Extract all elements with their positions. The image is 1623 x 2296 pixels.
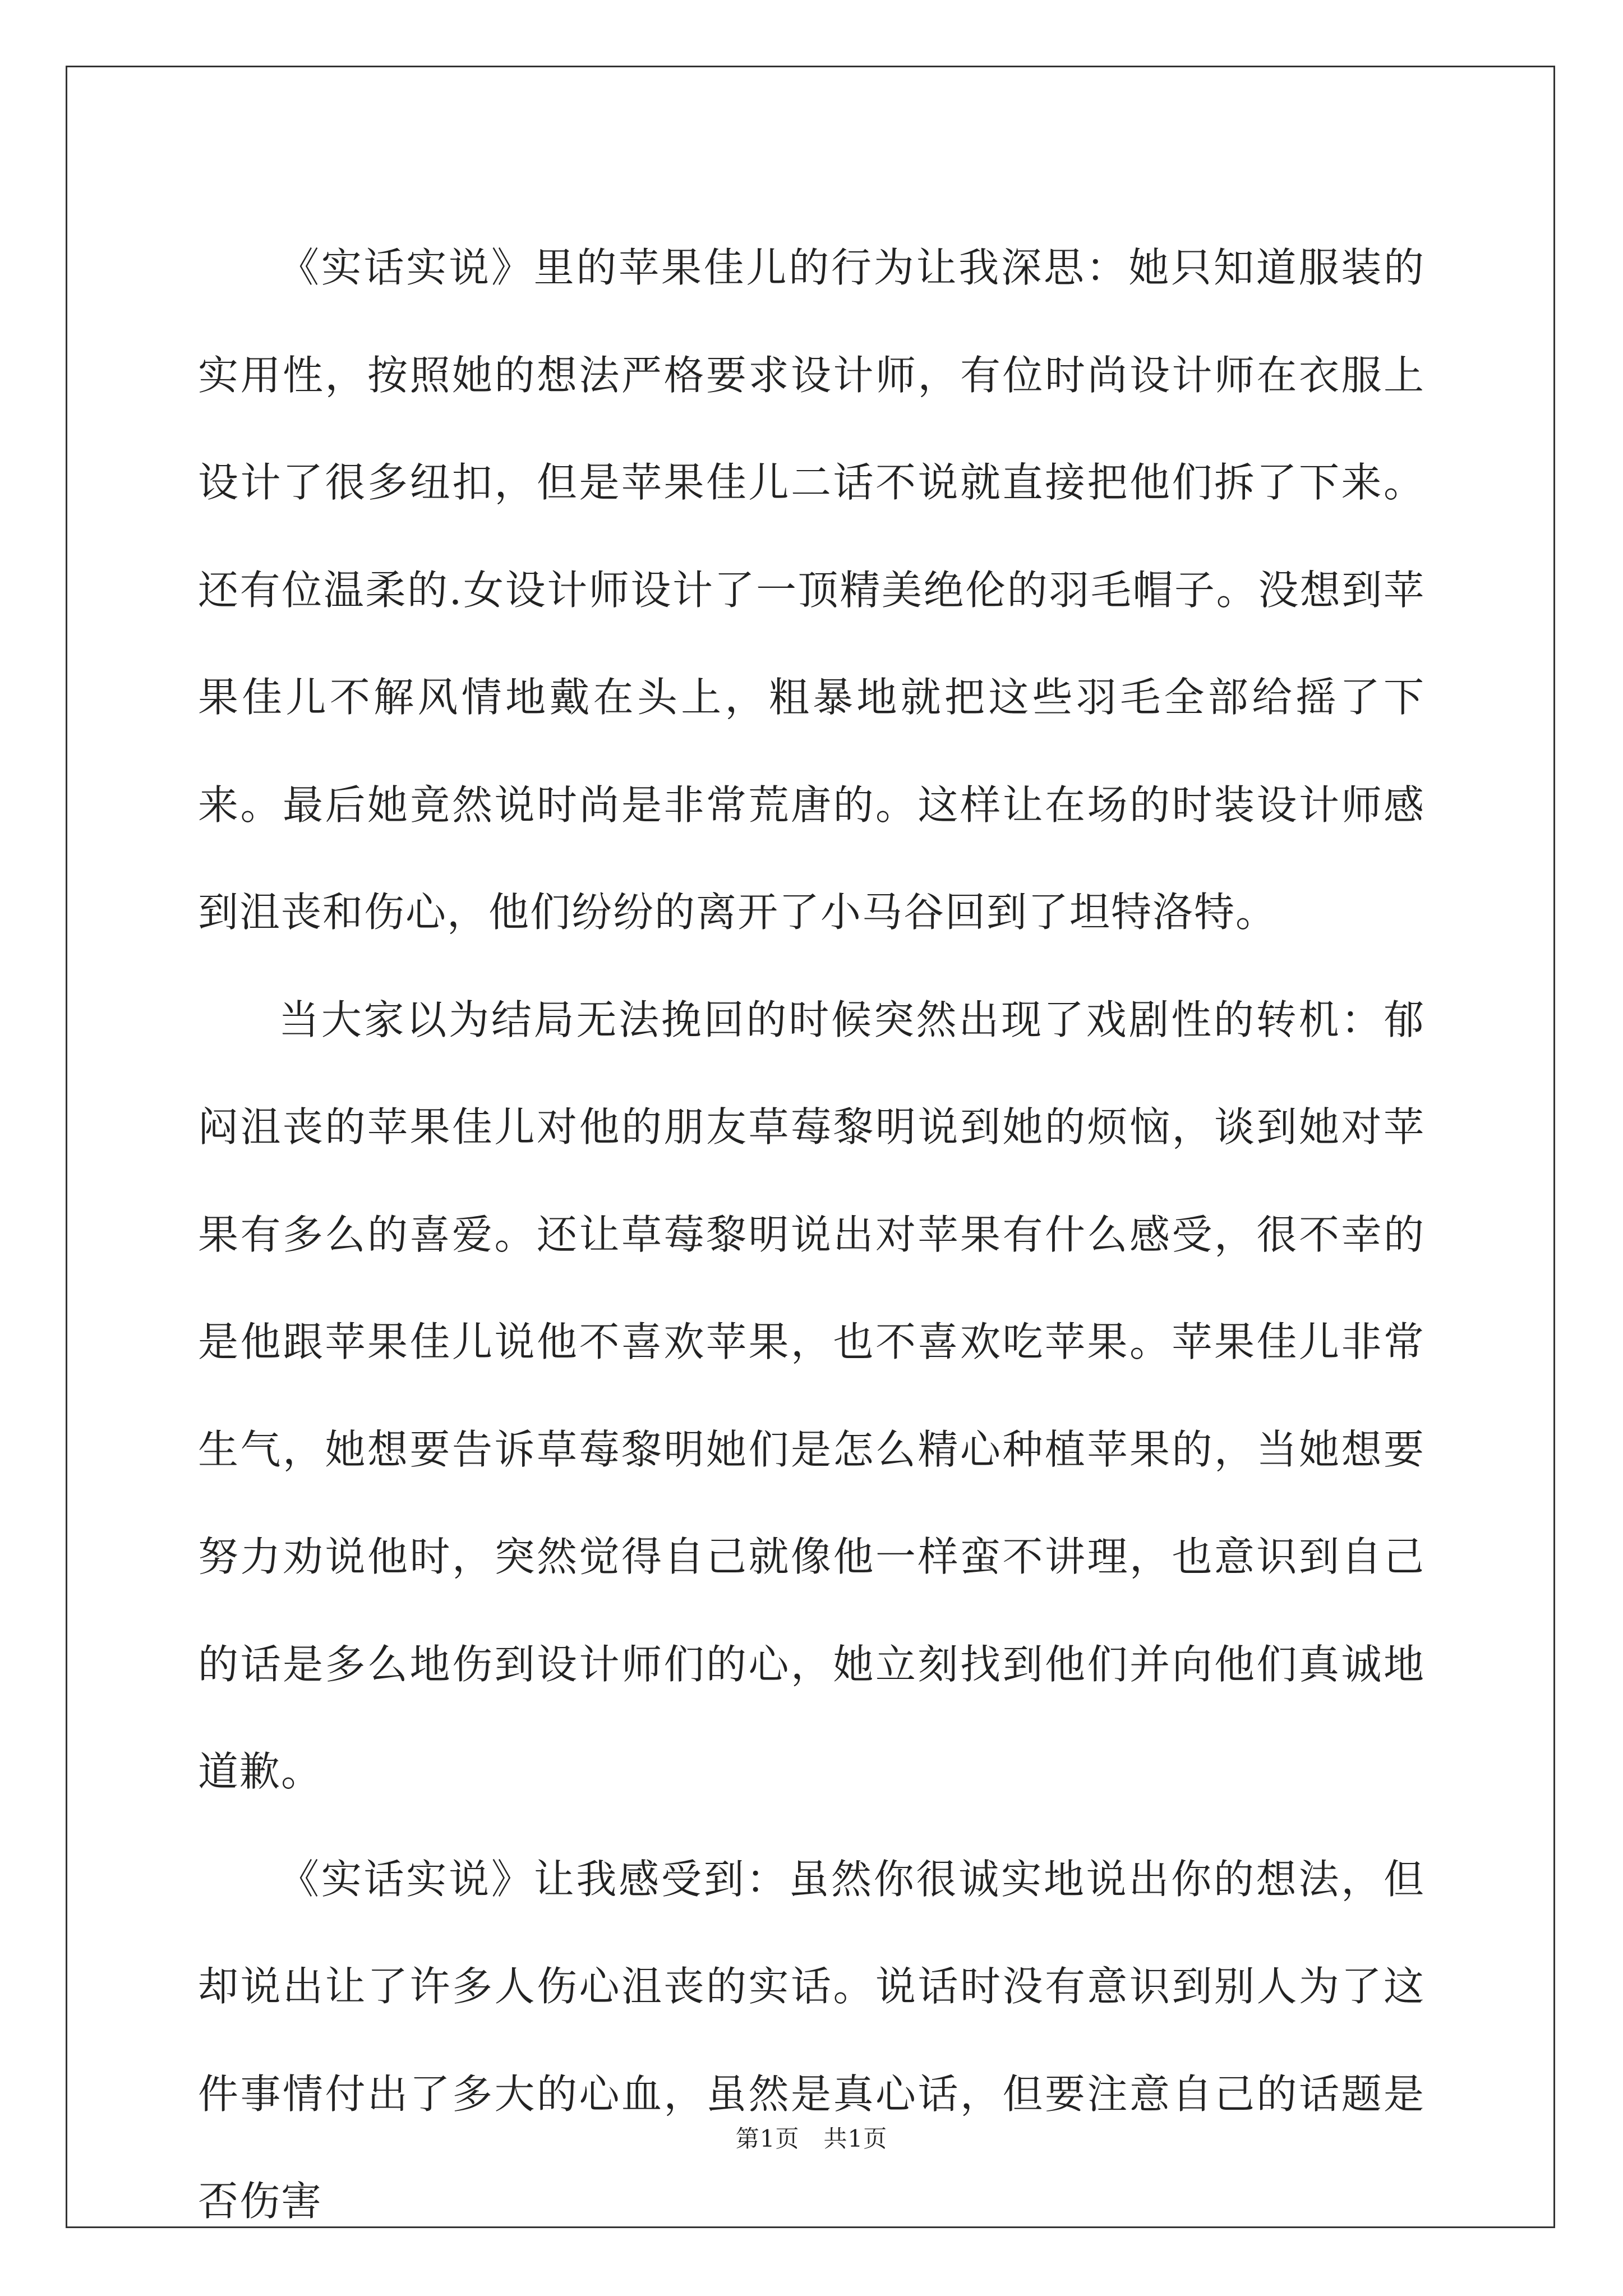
page-total: 共1页 — [823, 2125, 888, 2152]
page-number: 第1页 — [735, 2125, 800, 2152]
document-body — [198, 214, 1425, 2256]
paragraph-1: 《实话实说》里的苹果佳儿的行为让我深思：她只知道服装的实用性，按照她的想法严格要求设计师，有位时尚设计师在衣服上设计了很多纽扣，但是苹果佳儿二话不说就直接把他们拆了下来。还有位温柔的.女设计师设计了一顶精美绝伦的羽毛帽子。没想到苹果佳儿不解风情地戴在头上，粗暴地就把这些羽毛全部给摇了下来。最后她竟然说时尚是非常荒唐的。这样让在场的时装设计师感到沮丧和伤心，他们纷纷的离开了小马谷回到了坦特洛特。 — [198, 244, 1425, 936]
page-footer — [0, 2120, 1623, 2154]
paragraph-2: 当大家以为结局无法挽回的时候突然出现了戏剧性的转机：郁闷沮丧的苹果佳儿对他的朋友草莓黎明说到她的烦恼，谈到她对苹果有多么的喜爱。还让草莓黎明说出对苹果有什么感受，很不幸的是他跟苹果佳儿说他不喜欢苹果，也不喜欢吃苹果。苹果佳儿非常生气，她想要告诉草莓黎明她们是怎么精心种植苹果的，当她想要努力劝说他时，突然觉得自己就像他一样蛮不讲理，也意识到自己的话是多么地伤到设计师们的心，她立刻找到他们并向他们真诚地道歉。 — [198, 996, 1425, 1795]
paragraph-3: 《实话实说》让我感受到：虽然你很诚实地说出你的想法，但却说出让了许多人伤心沮丧的实话。说话时没有意识到别人为了这件事情付出了多大的心血，虽然是真心话，但要注意自己的话题是否伤害 — [198, 1855, 1425, 2225]
